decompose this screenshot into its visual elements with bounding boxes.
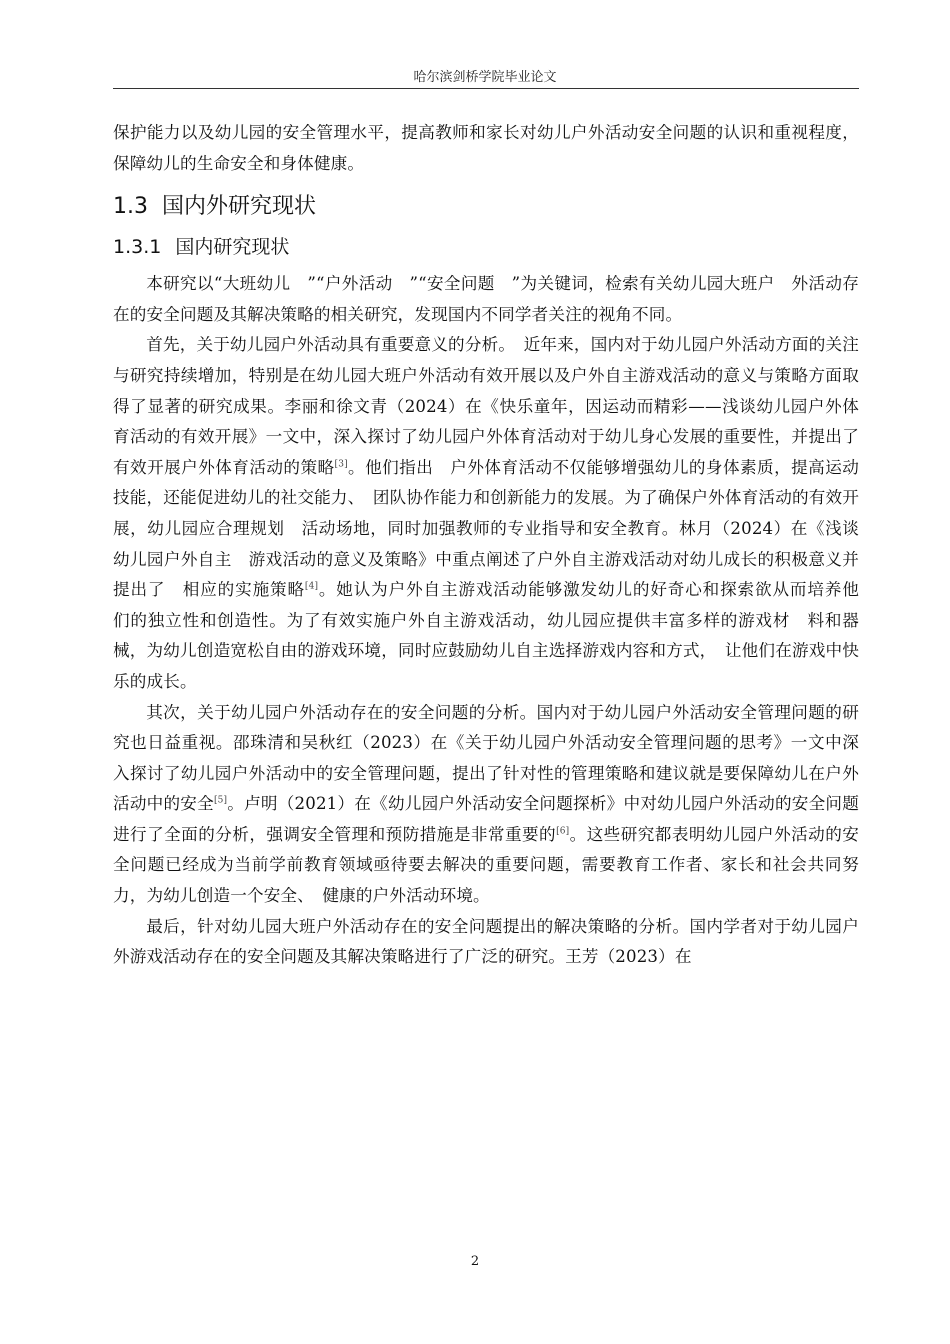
intro-paragraph: 保护能力以及幼儿园的安全管理水平，提高教师和家长对幼儿户外活动安全问题的认识和重视程度，保障幼儿的生命安全和身体健康。 [113,123,859,173]
paragraph-text: 其次，关于幼儿园户外活动存在的安全问题的分析。国内对于幼儿园户外活动安全管理问题的研究也日益重视。邵珠清和吴秋红（2023）在《关于幼儿园户外活动安全管理问题的思考》一文中深入探讨了幼儿园户外活动中的安全管理问题，提出了针对性的管理策略和建议就是要保障幼儿在户外活动中的安全 [113,702,859,814]
paragraph-text: 首先，关于幼儿园户外活动具有重要意义的分析。 近年来，国内对于幼儿园户外活动方面的关注与研究持续增加，特别是在幼儿园大班户外活动有效开展以及户外自主游戏活动的意义与策略方面取得了显著的研究成果。李丽和徐文青（2024）在《快乐童年，因运动而精彩——浅谈幼儿园户外体育活动的有效开展》一文中，深入探讨了幼儿园户外体育活动对于幼儿身心发展的重要性，并提出了有效开展户外体育活动的策略 [113,335,859,477]
header-rule [113,88,859,89]
section-title: 国内外研究现状 [162,194,317,220]
running-header: 哈尔滨剑桥学院毕业论文 [413,70,557,85]
paragraph-safety-issues [113,698,859,912]
subsection-title: 国内研究现状 [175,236,290,259]
subsection-number: 1.3.1 [113,236,162,259]
paragraph-strategies: 最后，针对幼儿园大班户外活动存在的安全问题提出的解决策略的分析。国内学者对于幼儿园户外游戏活动存在的安全问题及其解决策略进行了广泛的研究。王芳（2023）在 [113,916,859,967]
paragraph-text: 。她认为户外自主游戏活动能够激发幼儿的好奇心和探索欲从而培养他 们的独立性和创造性。为了有效实施户外自主游戏活动，幼儿园应提供丰富多样的游戏材 料和器械，为幼儿创造宽松自由的游戏环境，同时应鼓励幼儿自主选择游戏内容和方式， 让他们在游戏中快乐的成长。 [113,580,876,691]
page-number: 2 [470,1254,480,1269]
paragraph-keywords: 本研究以“大班幼儿 ”“户外活动 ”“安全问题 ”为关键词，检索有关幼儿园大班户 外活动存在的安全问题及其解决策略的相关研究，发现国内不同学者关注的视角不同。 [113,274,859,324]
paragraph-significance [113,330,876,697]
section-number: 1.3 [113,194,148,220]
paragraph-text: 。卢明（2021）在《幼儿园户外活动安全问题探析》中对幼儿园户外活动的安全问题进行了全面的分析，强调安全管理和预防措施是非常重要的 [113,794,860,844]
section-heading-1-3 [113,189,859,225]
citation-4[interactable]: [4] [304,581,319,592]
citation-6[interactable]: [6] [556,826,570,837]
citation-5[interactable]: [5] [213,795,228,806]
paragraph-text: 。他们指出 户外体育活动不仅能够增强幼儿的身体素质，提高运动技能，还能促进幼儿的社交能力、 团队协作能力和创新能力的发展。为了确保户外体育活动的有效开展，幼儿园应合理规划 活动场地，同时加强教师的专业指导和安全教育。林月（2024）在《浅谈幼儿园户外自主 游戏活动的意义及策略》中重点阐述了户外自主游戏活动对幼儿成长的积极意义并提出了 相应的实施策略 [113,457,859,600]
paragraph-text: 。这些研究都表明幼儿园户外活动的安全问题已经成为当前学前教育领域亟待要去解决的重要问题，需要教育工作者、家长和社会共同努力，为幼儿创造一个安全、 健康的户外活动环境。 [113,824,859,906]
citation-3[interactable]: [3] [334,459,348,470]
page-body [113,118,876,973]
subsection-heading-1-3-1 [113,231,859,263]
